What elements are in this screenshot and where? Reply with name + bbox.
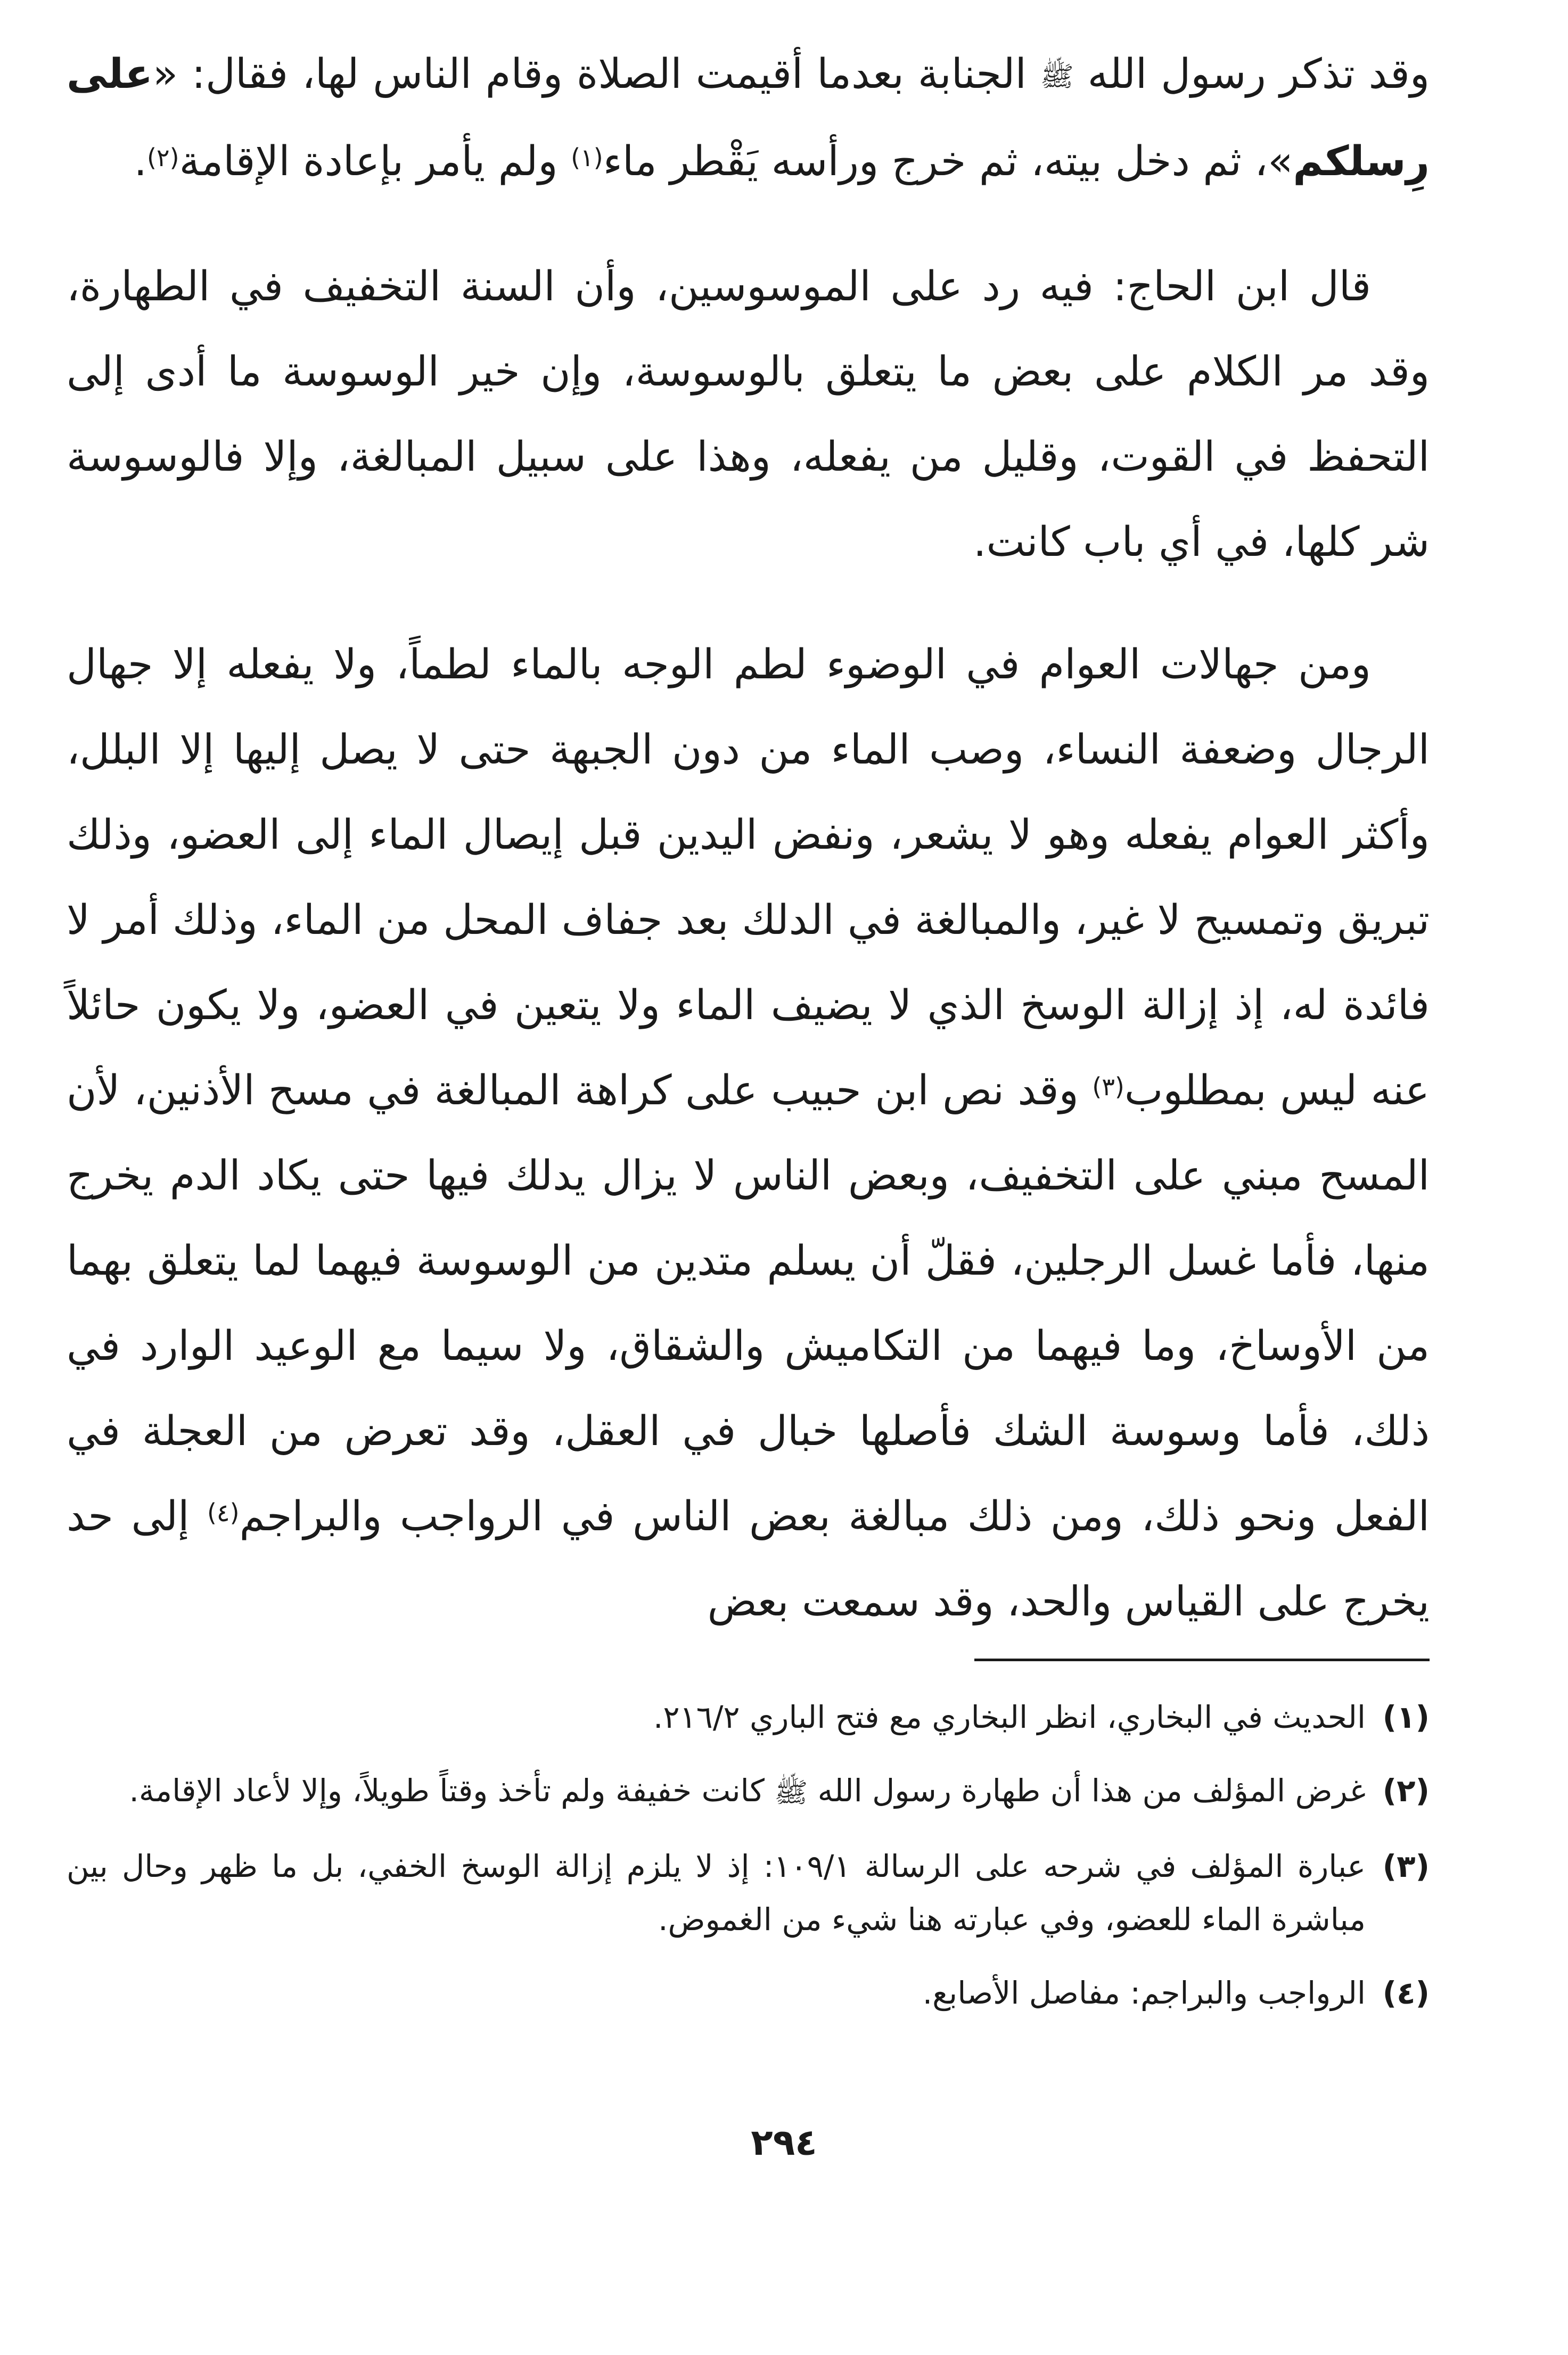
footnote-separator	[974, 1659, 1430, 1661]
footnote-number: (١)	[1382, 1699, 1430, 1735]
salutation-glyph: ﷺ	[1040, 61, 1074, 93]
footnote-number: (٣)	[1382, 1848, 1430, 1884]
footnotes	[67, 1691, 1430, 2040]
footnote-1	[67, 1691, 1430, 1744]
paragraph-3-text: وقد نص ابن حبيب على كراهة المبالغة في مسح الأذنين، لأن المسح مبني على التخفيف، وبعض الناس لا يزال يدلك فيها حتى يكاد الدم يخرج منها، فأما غسل الرجلين، فقلّ أن يسلم متدين من الوسوسة فيهما لما يتعلق بهما من الأوساخ، وما فيهما من التكاميش والشقاق، ولا سيما مع الوعيد الوارد في ذلك، فأما وسوسة الشك فأصلها خبال في العقل، وقد تعرض من العجلة في الفعل ونحو ذلك، ومن ذلك مبالغة بعض الناس في الرواجب والبراجم	[67, 1067, 1430, 1540]
footnote-ref-3[interactable]: (٣)	[1092, 1072, 1124, 1102]
paragraph-3-text: ومن جهالات العوام في الوضوء لطم الوجه بالماء لطماً، ولا يفعله إلا جهال الرجال وضعفة النساء، وصب الماء من دون الجبهة حتى لا يصل إليها إلا البلل، وأكثر العوام يفعله وهو لا يشعر، ونفض اليدين قبل إيصال الماء إلى العضو، وذلك تبريق وتمسيح لا غير، والمبالغة في الدلك بعد جفاف المحل من الماء، وذلك أمر لا فائدة له، إذ إزالة الوسخ الذي لا يضيف الماء ولا يتعين في العضو، ولا يكون حائلاً عنه ليس بمطلوب	[67, 641, 1430, 1114]
paragraph-3	[67, 622, 1430, 1645]
footnote-ref-4[interactable]: (٤)	[207, 1498, 240, 1528]
footnote-ref-2[interactable]: (٢)	[146, 143, 179, 173]
footnote-text-part: كانت خفيفة ولم تأخذ وقتاً طويلاً، وإلا لأعاد الإقامة.	[129, 1773, 765, 1809]
paragraph-1-text: الجنابة بعدما أقيمت الصلاة وقام الناس لها، فقال: «	[152, 51, 1027, 98]
main-text	[67, 32, 1430, 1645]
footnote-text: عبارة المؤلف في شرحه على الرسالة ١٠٩/١: إذ لا يلزم إزالة الوسخ الخفي، بل ما ظهر وحال بين مباشرة الماء للعضو، وفي عبارته هنا شيء من الغموض.	[67, 1848, 1366, 1938]
paragraph-1-text: ولم يأمر بإعادة الإقامة	[179, 138, 558, 185]
page-number: ٢٩٤	[751, 2122, 817, 2164]
footnote-text: الرواجب والبراجم: مفاصل الأصابع.	[922, 1974, 1366, 2011]
paragraph-1-text: .	[134, 138, 147, 185]
paragraph-1-text: وقد تذكر رسول الله	[1087, 51, 1430, 98]
hadith-quote: على رِسلكم	[67, 51, 1430, 185]
footnote-4	[67, 1966, 1430, 2020]
paragraph-2: قال ابن الحاج: فيه رد على الموسوسين، وأن السنة التخفيف في الطهارة، وقد مر الكلام على بعض ما يتعلق بالوسوسة، وإن خير الوسوسة ما أدى إلى التحفظ في القوت، وقليل من يفعله، وهذا على سبيل المبالغة، وإلا فالوسوسة شر كلها، في أي باب كانت.	[67, 263, 1430, 566]
footnote-number: (٤)	[1382, 1974, 1430, 2011]
paragraph-3-text: إلى حد يخرج على القياس والحد، وقد سمعت بعض	[67, 1493, 1430, 1626]
salutation-glyph: ﷺ	[774, 1776, 808, 1809]
footnote-3	[67, 1840, 1430, 1946]
paragraph-1	[67, 32, 1430, 204]
footnote-number: (٢)	[1382, 1773, 1430, 1809]
footnote-ref-1[interactable]: (١)	[571, 143, 603, 173]
footnote-text: الحديث في البخاري، انظر البخاري مع فتح الباري ٢١٦/٢.	[653, 1699, 1366, 1735]
footnote-text-part: غرض المؤلف من هذا أن طهارة رسول الله	[817, 1773, 1366, 1809]
footnote-text	[67, 1764, 1366, 1819]
paragraph-1-text: »، ثم دخل بيته، ثم خرج ورأسه يَقْطر ماء	[603, 138, 1293, 185]
footnote-2	[67, 1764, 1430, 1819]
